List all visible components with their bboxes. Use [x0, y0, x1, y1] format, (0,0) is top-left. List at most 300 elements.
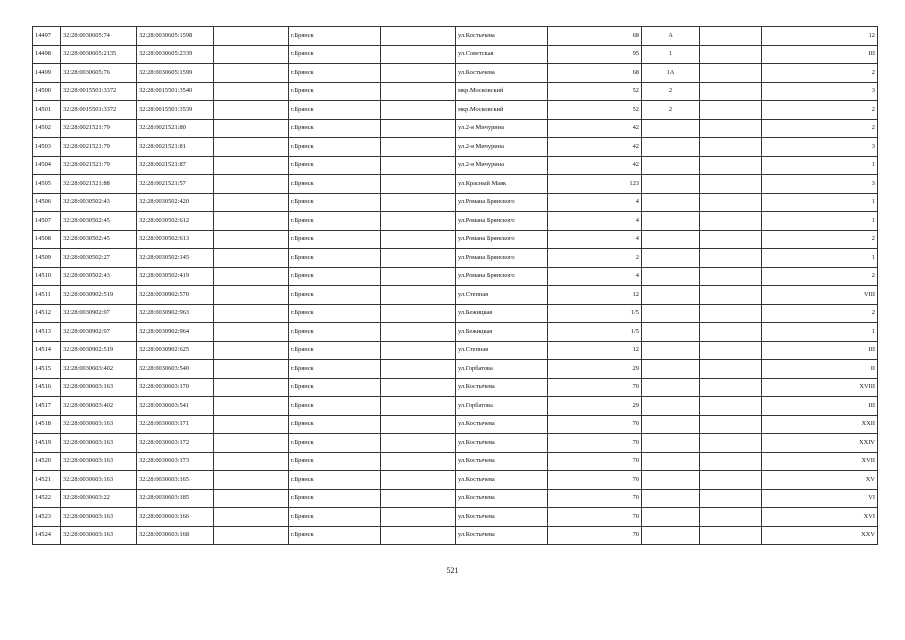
house-cell: 70	[548, 415, 642, 434]
house-cell: 1/5	[548, 304, 642, 323]
cadastral-number-cell: 32:28:0030902:570	[137, 286, 214, 305]
house-cell: 42	[548, 156, 642, 175]
empty-cell	[214, 304, 289, 323]
row-number-cell: 14513	[33, 323, 61, 342]
table-row	[33, 526, 878, 545]
empty-cell	[381, 471, 456, 490]
apartment-cell: II	[762, 360, 878, 379]
row-number-cell: 14517	[33, 397, 61, 416]
letter-cell	[642, 360, 700, 379]
street-cell: ул.2-я Мичурина	[456, 156, 548, 175]
house-cell: 70	[548, 526, 642, 545]
table-row	[33, 101, 878, 120]
street-cell: ул.Бежицкая	[456, 304, 548, 323]
cadastral-number-cell: 32:28:0030605:1598	[137, 27, 214, 46]
page-number: 521	[446, 566, 459, 575]
registry-table	[32, 26, 878, 545]
parent-cadastral-cell: 32:28:0021521:79	[61, 138, 137, 157]
empty-cell	[700, 45, 762, 64]
letter-cell: 1А	[642, 64, 700, 83]
city-cell: г.Брянск	[289, 341, 381, 360]
letter-cell	[642, 397, 700, 416]
empty-cell	[700, 397, 762, 416]
empty-cell	[214, 64, 289, 83]
letter-cell	[642, 267, 700, 286]
street-cell: ул.Горбатова	[456, 360, 548, 379]
empty-cell	[214, 434, 289, 453]
row-number-cell: 14502	[33, 119, 61, 138]
empty-cell	[214, 212, 289, 231]
apartment-cell: 3	[762, 138, 878, 157]
cadastral-number-cell: 32:28:0030502:419	[137, 267, 214, 286]
city-cell: г.Брянск	[289, 175, 381, 194]
street-cell: мкр.Московский	[456, 82, 548, 101]
parent-cadastral-cell: 32:28:0021521:88	[61, 175, 137, 194]
parent-cadastral-cell: 32:28:0030502:45	[61, 212, 137, 231]
city-cell: г.Брянск	[289, 156, 381, 175]
empty-cell	[214, 101, 289, 120]
apartment-cell: 1	[762, 193, 878, 212]
row-number-cell: 14512	[33, 304, 61, 323]
empty-cell	[214, 415, 289, 434]
empty-cell	[381, 378, 456, 397]
empty-cell	[700, 64, 762, 83]
apartment-cell: XXII	[762, 415, 878, 434]
cadastral-number-cell: 32:28:0030902:625	[137, 341, 214, 360]
row-number-cell: 14509	[33, 249, 61, 268]
city-cell: г.Брянск	[289, 434, 381, 453]
apartment-cell: VIII	[762, 286, 878, 305]
street-cell: ул.Костычева	[456, 526, 548, 545]
empty-cell	[700, 175, 762, 194]
empty-cell	[214, 452, 289, 471]
city-cell: г.Брянск	[289, 193, 381, 212]
parent-cadastral-cell: 32:28:0030502:43	[61, 193, 137, 212]
house-cell: 68	[548, 27, 642, 46]
empty-cell	[214, 249, 289, 268]
letter-cell	[642, 378, 700, 397]
city-cell: г.Брянск	[289, 471, 381, 490]
parent-cadastral-cell: 32:28:0030603:163	[61, 434, 137, 453]
apartment-cell: 3	[762, 175, 878, 194]
cadastral-number-cell: 32:28:0021521:57	[137, 175, 214, 194]
table-row	[33, 119, 878, 138]
letter-cell: А	[642, 27, 700, 46]
empty-cell	[381, 341, 456, 360]
cadastral-number-cell: 32:28:0030603:173	[137, 452, 214, 471]
cadastral-number-cell: 32:28:0030603:168	[137, 526, 214, 545]
house-cell: 4	[548, 193, 642, 212]
city-cell: г.Брянск	[289, 489, 381, 508]
parent-cadastral-cell: 32:28:0030603:163	[61, 452, 137, 471]
row-number-cell: 14514	[33, 341, 61, 360]
table-row	[33, 415, 878, 434]
empty-cell	[381, 267, 456, 286]
empty-cell	[214, 489, 289, 508]
cadastral-number-cell: 32:28:0030603:166	[137, 508, 214, 527]
empty-cell	[700, 471, 762, 490]
empty-cell	[381, 175, 456, 194]
cadastral-number-cell: 32:28:0030603:170	[137, 378, 214, 397]
table-row	[33, 360, 878, 379]
letter-cell: 1	[642, 45, 700, 64]
city-cell: г.Брянск	[289, 119, 381, 138]
letter-cell	[642, 434, 700, 453]
city-cell: г.Брянск	[289, 397, 381, 416]
parent-cadastral-cell: 32:28:0030902:519	[61, 341, 137, 360]
house-cell: 4	[548, 267, 642, 286]
street-cell: ул.Костычева	[456, 471, 548, 490]
house-cell: 70	[548, 452, 642, 471]
apartment-cell: III	[762, 341, 878, 360]
row-number-cell: 14508	[33, 230, 61, 249]
letter-cell	[642, 304, 700, 323]
letter-cell	[642, 526, 700, 545]
table-row	[33, 82, 878, 101]
city-cell: г.Брянск	[289, 360, 381, 379]
empty-cell	[700, 452, 762, 471]
empty-cell	[381, 360, 456, 379]
letter-cell	[642, 452, 700, 471]
city-cell: г.Брянск	[289, 378, 381, 397]
table-row	[33, 397, 878, 416]
parent-cadastral-cell: 32:28:0030603:163	[61, 471, 137, 490]
cadastral-number-cell: 32:28:0030902:964	[137, 323, 214, 342]
table-row	[33, 267, 878, 286]
empty-cell	[700, 138, 762, 157]
street-cell: ул.Романа Брянского	[456, 212, 548, 231]
table-row	[33, 304, 878, 323]
row-number-cell: 14521	[33, 471, 61, 490]
empty-cell	[214, 526, 289, 545]
letter-cell	[642, 489, 700, 508]
apartment-cell: 2	[762, 101, 878, 120]
empty-cell	[214, 230, 289, 249]
cadastral-number-cell: 32:28:0030603:185	[137, 489, 214, 508]
empty-cell	[381, 489, 456, 508]
parent-cadastral-cell: 32:28:0030902:97	[61, 304, 137, 323]
apartment-cell: III	[762, 45, 878, 64]
house-cell: 70	[548, 489, 642, 508]
row-number-cell: 14507	[33, 212, 61, 231]
street-cell: ул.Романа Брянского	[456, 230, 548, 249]
house-cell: 2	[548, 249, 642, 268]
empty-cell	[700, 212, 762, 231]
empty-cell	[381, 82, 456, 101]
cadastral-number-cell: 32:28:0030603:165	[137, 471, 214, 490]
row-number-cell: 14505	[33, 175, 61, 194]
parent-cadastral-cell: 32:28:0030603:402	[61, 360, 137, 379]
city-cell: г.Брянск	[289, 138, 381, 157]
empty-cell	[700, 27, 762, 46]
row-number-cell: 14515	[33, 360, 61, 379]
empty-cell	[214, 138, 289, 157]
table-row	[33, 323, 878, 342]
letter-cell: 2	[642, 82, 700, 101]
empty-cell	[381, 101, 456, 120]
city-cell: г.Брянск	[289, 45, 381, 64]
house-cell: 29	[548, 397, 642, 416]
street-cell: ул.Костычева	[456, 508, 548, 527]
row-number-cell: 14497	[33, 27, 61, 46]
empty-cell	[700, 378, 762, 397]
row-number-cell: 14504	[33, 156, 61, 175]
empty-cell	[214, 471, 289, 490]
city-cell: г.Брянск	[289, 212, 381, 231]
empty-cell	[700, 360, 762, 379]
empty-cell	[381, 526, 456, 545]
letter-cell	[642, 156, 700, 175]
empty-cell	[381, 64, 456, 83]
street-cell: ул.Степная	[456, 341, 548, 360]
street-cell: мкр.Московский	[456, 101, 548, 120]
house-cell: 52	[548, 101, 642, 120]
parent-cadastral-cell: 32:28:0015501:3372	[61, 101, 137, 120]
empty-cell	[381, 27, 456, 46]
parent-cadastral-cell: 32:28:0030603:163	[61, 415, 137, 434]
cadastral-number-cell: 32:28:0015501:3540	[137, 82, 214, 101]
row-number-cell: 14523	[33, 508, 61, 527]
parent-cadastral-cell: 32:28:0015501:3372	[61, 82, 137, 101]
row-number-cell: 14516	[33, 378, 61, 397]
table-row	[33, 175, 878, 194]
empty-cell	[214, 341, 289, 360]
empty-cell	[214, 193, 289, 212]
apartment-cell: 1	[762, 212, 878, 231]
table-row	[33, 230, 878, 249]
cadastral-number-cell: 32:28:0030605:2339	[137, 45, 214, 64]
table-row	[33, 434, 878, 453]
table-row	[33, 138, 878, 157]
parent-cadastral-cell: 32:28:0030902:519	[61, 286, 137, 305]
empty-cell	[700, 341, 762, 360]
empty-cell	[214, 267, 289, 286]
street-cell: ул.Красный Маяк	[456, 175, 548, 194]
letter-cell	[642, 249, 700, 268]
street-cell: ул.Степная	[456, 286, 548, 305]
city-cell: г.Брянск	[289, 508, 381, 527]
empty-cell	[381, 193, 456, 212]
table-row	[33, 193, 878, 212]
table-row	[33, 64, 878, 83]
table-row	[33, 286, 878, 305]
letter-cell	[642, 230, 700, 249]
letter-cell	[642, 286, 700, 305]
apartment-cell: 1	[762, 323, 878, 342]
empty-cell	[700, 526, 762, 545]
apartment-cell: 2	[762, 64, 878, 83]
empty-cell	[381, 452, 456, 471]
cadastral-number-cell: 32:28:0021521:87	[137, 156, 214, 175]
street-cell: ул.Костычева	[456, 489, 548, 508]
letter-cell	[642, 175, 700, 194]
table-row	[33, 378, 878, 397]
street-cell: ул.Романа Брянского	[456, 267, 548, 286]
house-cell: 29	[548, 360, 642, 379]
letter-cell	[642, 138, 700, 157]
row-number-cell: 14520	[33, 452, 61, 471]
house-cell: 4	[548, 212, 642, 231]
apartment-cell: VI	[762, 489, 878, 508]
house-cell: 42	[548, 138, 642, 157]
city-cell: г.Брянск	[289, 323, 381, 342]
letter-cell	[642, 119, 700, 138]
cadastral-number-cell: 32:28:0030605:1599	[137, 64, 214, 83]
parent-cadastral-cell: 32:28:0030603:163	[61, 508, 137, 527]
empty-cell	[700, 193, 762, 212]
row-number-cell: 14498	[33, 45, 61, 64]
house-cell: 52	[548, 82, 642, 101]
table-row	[33, 45, 878, 64]
apartment-cell: 12	[762, 27, 878, 46]
street-cell: ул.Романа Брянского	[456, 193, 548, 212]
parent-cadastral-cell: 32:28:0030603:163	[61, 526, 137, 545]
table-body	[33, 27, 878, 545]
city-cell: г.Брянск	[289, 526, 381, 545]
parent-cadastral-cell: 32:28:0021521:79	[61, 119, 137, 138]
empty-cell	[381, 138, 456, 157]
empty-cell	[700, 304, 762, 323]
apartment-cell: 1	[762, 156, 878, 175]
city-cell: г.Брянск	[289, 249, 381, 268]
empty-cell	[381, 119, 456, 138]
apartment-cell: 2	[762, 304, 878, 323]
apartment-cell: III	[762, 397, 878, 416]
empty-cell	[381, 323, 456, 342]
empty-cell	[214, 378, 289, 397]
empty-cell	[700, 286, 762, 305]
apartment-cell: 2	[762, 119, 878, 138]
cadastral-number-cell: 32:28:0030603:172	[137, 434, 214, 453]
house-cell: 95	[548, 45, 642, 64]
street-cell: ул.Горбатова	[456, 397, 548, 416]
city-cell: г.Брянск	[289, 230, 381, 249]
empty-cell	[700, 508, 762, 527]
letter-cell	[642, 508, 700, 527]
empty-cell	[214, 82, 289, 101]
city-cell: г.Брянск	[289, 101, 381, 120]
empty-cell	[381, 156, 456, 175]
street-cell: ул.2-я Мичурина	[456, 138, 548, 157]
cadastral-number-cell: 32:28:0021521:80	[137, 119, 214, 138]
parent-cadastral-cell: 32:28:0030605:76	[61, 64, 137, 83]
empty-cell	[700, 489, 762, 508]
house-cell: 70	[548, 471, 642, 490]
empty-cell	[381, 286, 456, 305]
house-cell: 42	[548, 119, 642, 138]
house-cell: 70	[548, 434, 642, 453]
apartment-cell: 3	[762, 82, 878, 101]
cadastral-number-cell: 32:28:0030603:171	[137, 415, 214, 434]
house-cell: 12	[548, 286, 642, 305]
table-row	[33, 341, 878, 360]
row-number-cell: 14522	[33, 489, 61, 508]
apartment-cell: XVII	[762, 452, 878, 471]
row-number-cell: 14503	[33, 138, 61, 157]
street-cell: ул.Костычева	[456, 378, 548, 397]
parent-cadastral-cell: 32:28:0030502:45	[61, 230, 137, 249]
empty-cell	[214, 156, 289, 175]
letter-cell	[642, 341, 700, 360]
row-number-cell: 14506	[33, 193, 61, 212]
cadastral-number-cell: 32:28:0030502:612	[137, 212, 214, 231]
city-cell: г.Брянск	[289, 64, 381, 83]
cadastral-number-cell: 32:28:0030502:420	[137, 193, 214, 212]
cadastral-number-cell: 32:28:0030603:541	[137, 397, 214, 416]
empty-cell	[700, 267, 762, 286]
street-cell: ул.Советская	[456, 45, 548, 64]
empty-cell	[700, 230, 762, 249]
empty-cell	[381, 397, 456, 416]
apartment-cell: XXV	[762, 526, 878, 545]
house-cell: 123	[548, 175, 642, 194]
cadastral-number-cell: 32:28:0030502:613	[137, 230, 214, 249]
empty-cell	[381, 249, 456, 268]
empty-cell	[214, 360, 289, 379]
letter-cell	[642, 471, 700, 490]
empty-cell	[381, 230, 456, 249]
table-row	[33, 156, 878, 175]
empty-cell	[381, 304, 456, 323]
empty-cell	[214, 175, 289, 194]
street-cell: ул.Костычева	[456, 415, 548, 434]
cadastral-number-cell: 32:28:0030603:540	[137, 360, 214, 379]
parent-cadastral-cell: 32:28:0030603:163	[61, 378, 137, 397]
empty-cell	[700, 249, 762, 268]
street-cell: ул.Бежицкая	[456, 323, 548, 342]
house-cell: 68	[548, 64, 642, 83]
row-number-cell: 14511	[33, 286, 61, 305]
street-cell: ул.Костычева	[456, 434, 548, 453]
parent-cadastral-cell: 32:28:0030502:27	[61, 249, 137, 268]
table-row	[33, 27, 878, 46]
house-cell: 12	[548, 341, 642, 360]
letter-cell	[642, 193, 700, 212]
city-cell: г.Брянск	[289, 286, 381, 305]
empty-cell	[214, 27, 289, 46]
table-row	[33, 471, 878, 490]
cadastral-number-cell: 32:28:0015501:3539	[137, 101, 214, 120]
parent-cadastral-cell: 32:28:0030605:74	[61, 27, 137, 46]
cadastral-number-cell: 32:28:0021521:81	[137, 138, 214, 157]
cadastral-number-cell: 32:28:0030502:145	[137, 249, 214, 268]
empty-cell	[700, 82, 762, 101]
table-row	[33, 508, 878, 527]
empty-cell	[214, 508, 289, 527]
city-cell: г.Брянск	[289, 267, 381, 286]
empty-cell	[700, 101, 762, 120]
row-number-cell: 14501	[33, 101, 61, 120]
empty-cell	[381, 434, 456, 453]
empty-cell	[700, 119, 762, 138]
row-number-cell: 14510	[33, 267, 61, 286]
city-cell: г.Брянск	[289, 452, 381, 471]
city-cell: г.Брянск	[289, 415, 381, 434]
parent-cadastral-cell: 32:28:0030603:402	[61, 397, 137, 416]
city-cell: г.Брянск	[289, 304, 381, 323]
row-number-cell: 14519	[33, 434, 61, 453]
row-number-cell: 14518	[33, 415, 61, 434]
table-row	[33, 452, 878, 471]
row-number-cell: 14500	[33, 82, 61, 101]
apartment-cell: XVI	[762, 508, 878, 527]
parent-cadastral-cell: 32:28:0021521:79	[61, 156, 137, 175]
letter-cell	[642, 323, 700, 342]
street-cell: ул.Костычева	[456, 27, 548, 46]
house-cell: 4	[548, 230, 642, 249]
city-cell: г.Брянск	[289, 82, 381, 101]
empty-cell	[700, 434, 762, 453]
